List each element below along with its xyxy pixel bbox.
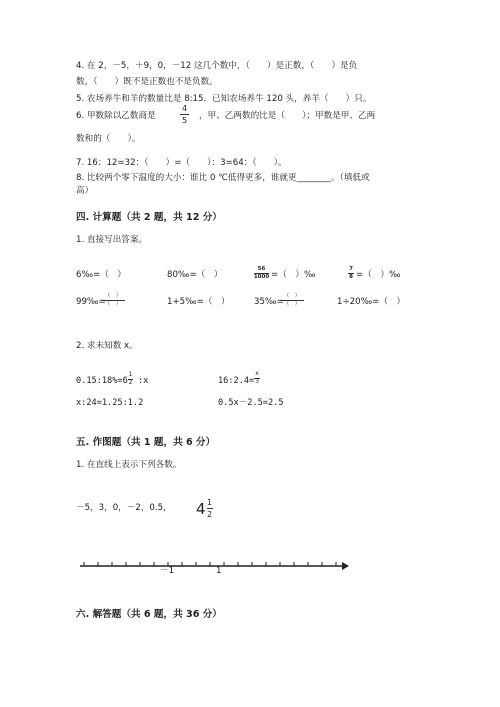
calc-35-numerator: （ ） xyxy=(283,293,301,299)
calc-99-denominator: （ ） xyxy=(104,301,122,307)
q7-text: 7. 16：12=32：（ ）=（ ）：3=64：（ ）。 xyxy=(76,158,287,168)
calc-56-numerator: 56 xyxy=(257,266,266,272)
mixed-number-whole: 4 xyxy=(196,499,206,518)
calc-7-numerator: 7 xyxy=(349,266,353,272)
equation-2-denominator: 3 xyxy=(255,378,259,385)
q4-line2: 数，（ ）既不是正数也不是负数。 xyxy=(76,77,218,87)
calc-7-over-8 xyxy=(348,266,354,280)
calc-1-div-20-permille: 1÷20‰=（ ） xyxy=(337,297,406,307)
calc-7-denominator: 8 xyxy=(349,274,353,280)
numbers-to-plot: －5，3，0，－2，0.5， xyxy=(76,503,172,513)
number-line-arrow xyxy=(342,562,349,570)
mixed-number-denominator: 2 xyxy=(207,510,213,519)
calc-56-denominator: 1000 xyxy=(253,274,270,280)
q6-suffix: ，甲、乙两数的比是（ ）；甲数是甲、乙两 xyxy=(199,111,376,121)
equation-1-post: :x xyxy=(138,376,149,386)
equation-3: x:24=1.25:1.2 xyxy=(76,398,144,408)
q5-text: 5. 农场养牛和羊的数量比是 8:15．已知农场养牛 120 头，养羊（ ）只。 xyxy=(76,94,372,104)
equation-1-numerator: 1 xyxy=(128,371,133,378)
section-4-title: 四. 计算题（共 2 题，共 12 分） xyxy=(76,212,222,223)
calc-80-permille: 80‰=（ ） xyxy=(167,270,223,280)
q6-fraction-denominator: 5 xyxy=(181,116,188,125)
equation-2-fraction xyxy=(254,371,260,385)
mixed-number xyxy=(196,498,213,519)
calc-99-pre: 99‰= xyxy=(76,297,106,307)
section-4-q2: 2. 求未知数 x。 xyxy=(76,341,138,351)
calc-35-denominator: （ ） xyxy=(283,301,301,307)
section-4-q1: 1. 直接写出答案。 xyxy=(76,235,148,245)
section-5-q1: 1. 在直线上表示下列各数。 xyxy=(76,460,182,470)
q6-line2: 数和的（ ）。 xyxy=(76,134,141,144)
number-line xyxy=(0,552,500,592)
q6-fraction-numerator: 4 xyxy=(181,104,188,113)
mixed-number-fraction xyxy=(207,498,213,519)
calc-6-permille: 6‰=（ ） xyxy=(76,270,126,280)
calc-99-fraction xyxy=(101,293,125,307)
equation-1-denominator: 2 xyxy=(128,379,133,386)
mixed-number-numerator: 1 xyxy=(207,498,213,507)
calc-7-rest: =（ ）‰ xyxy=(356,270,401,280)
q6-prefix: 6. 甲数除以乙数商是 xyxy=(76,111,156,121)
section-5-title: 五. 作图题（共 1 题，共 6 分） xyxy=(76,437,216,448)
calc-56-over-1000 xyxy=(254,266,269,280)
q8-line1: 8. 比较两个零下温度的大小：谁比 0 ℃低得更多，谁就更________。（填低或 xyxy=(76,173,370,183)
equation-2-numerator: x xyxy=(255,370,259,377)
calc-35-pre: 35‰= xyxy=(254,297,284,307)
equation-1-fraction xyxy=(128,372,133,386)
q8-line2: 高） xyxy=(76,186,94,196)
equation-4: 0.5x－2.5=2.5 xyxy=(218,398,284,408)
axis-label-minus-1: －1 xyxy=(160,566,175,576)
q4-line1: 4. 在 2，－5，＋9，0，－12 这几个数中，（ ）是正数，（ ）是负 xyxy=(76,61,358,71)
equation-2-pre: 16:2.4= xyxy=(218,376,255,386)
q6-fraction xyxy=(180,104,189,125)
calc-1-plus-5-permille: 1+5‰=（ ） xyxy=(167,297,230,307)
calc-56-rest: =（ ）‰ xyxy=(271,270,316,280)
calc-35-fraction xyxy=(280,293,304,307)
section-6-title: 六. 解答题（共 6 题，共 36 分） xyxy=(76,609,222,620)
axis-label-1: 1 xyxy=(216,566,222,576)
equation-1-pre: 0.15:18%=6 xyxy=(76,376,128,386)
calc-99-numerator: （ ） xyxy=(104,293,122,299)
